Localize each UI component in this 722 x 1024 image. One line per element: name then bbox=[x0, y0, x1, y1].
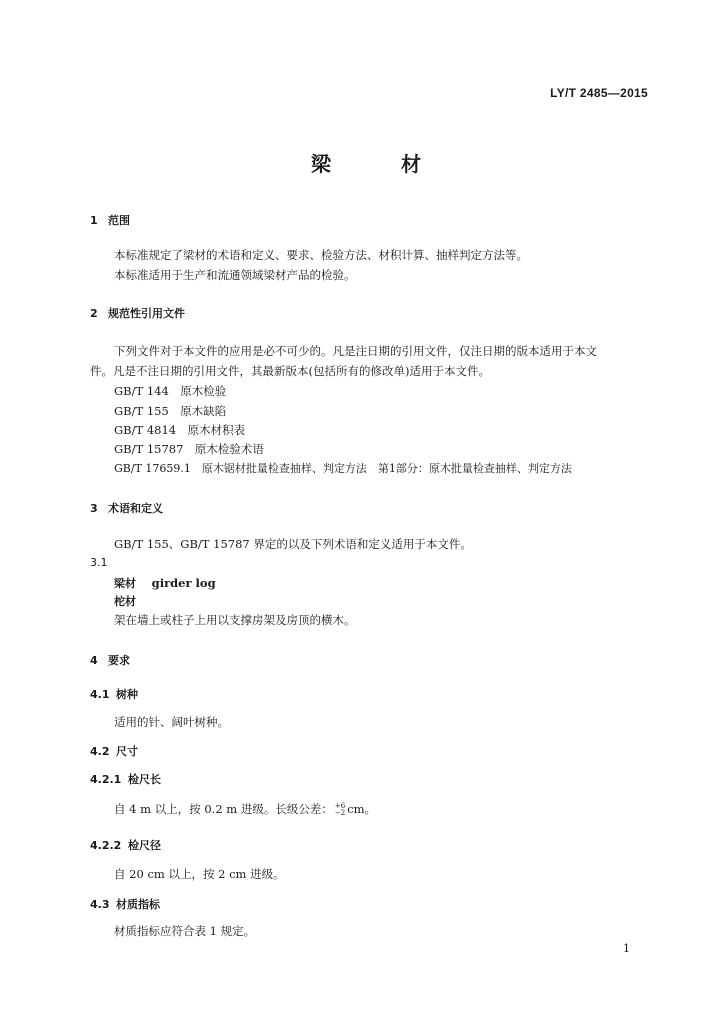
term-alternative: 柁材 bbox=[114, 595, 136, 608]
title-char-1: 梁 bbox=[311, 152, 331, 176]
term-chinese: 梁材 bbox=[114, 577, 136, 590]
section-4-2-2-text: 自 20 cm 以上，按 2 cm 进级。 bbox=[114, 867, 285, 881]
reference-item: GB/T 144 原木检验 bbox=[114, 384, 227, 398]
section-4-2-1-text: 自 4 m 以上，按 0.2 m 进级。长级公差： +6 −2 cm。 bbox=[114, 802, 377, 817]
term-entry bbox=[114, 575, 216, 591]
page-number: 1 bbox=[623, 942, 630, 955]
standard-number: LY/T 2485—2015 bbox=[550, 86, 648, 100]
reference-item: GB/T 15787 原木检验术语 bbox=[114, 442, 264, 456]
section-2-intro-line-2: 件。凡是不注日期的引用文件，其最新版本(包括所有的修改单)适用于本文件。 bbox=[90, 364, 490, 378]
section-2-heading: 2 规范性引用文件 bbox=[90, 307, 185, 320]
section-2-intro-line-1: 下列文件对于本文件的应用是必不可少的。凡是注日期的引用文件，仅注日期的版本适用于本文 bbox=[114, 344, 597, 358]
term-definition: 架在墙上或柱子上用以支撑房架及房顶的横木。 bbox=[114, 613, 356, 627]
reference-item: GB/T 17659.1 原木锯材批量检查抽样、判定方法 第1部分：原木批量检查抽样、判定方法 bbox=[114, 462, 572, 475]
length-tolerance: +6 −2 bbox=[334, 802, 346, 817]
section-1-para-1: 本标准规定了梁材的术语和定义、要求、检验方法、材积计算、抽样判定方法等。 bbox=[114, 248, 528, 262]
section-4-2-2-heading: 4.2.2 检尺径 bbox=[90, 839, 161, 852]
section-1-para-2: 本标准适用于生产和流通领域梁材产品的检验。 bbox=[114, 268, 356, 282]
section-4-3-heading: 4.3 材质指标 bbox=[90, 898, 160, 911]
section-4-2-heading: 4.2 尺寸 bbox=[90, 745, 138, 758]
subsection-3-1-number: 3.1 bbox=[90, 556, 108, 569]
term-english: girder log bbox=[151, 576, 216, 590]
reference-item: GB/T 155 原木缺陷 bbox=[114, 404, 227, 418]
section-4-2-1-heading: 4.2.1 检尺长 bbox=[90, 773, 161, 786]
title-char-2: 材 bbox=[401, 152, 421, 176]
reference-item: GB/T 4814 原木材积表 bbox=[114, 423, 246, 437]
section-1-heading: 1 范围 bbox=[90, 214, 130, 227]
section-4-1-heading: 4.1 树种 bbox=[90, 688, 138, 701]
section-4-heading: 4 要求 bbox=[90, 654, 130, 667]
section-4-1-text: 适用的针、阔叶树种。 bbox=[114, 715, 229, 729]
section-4-3-text: 材质指标应符合表 1 规定。 bbox=[114, 924, 256, 938]
section-3-heading: 3 术语和定义 bbox=[90, 502, 163, 515]
section-3-intro: GB/T 155、GB/T 15787 界定的以及下列术语和定义适用于本文件。 bbox=[114, 537, 472, 551]
